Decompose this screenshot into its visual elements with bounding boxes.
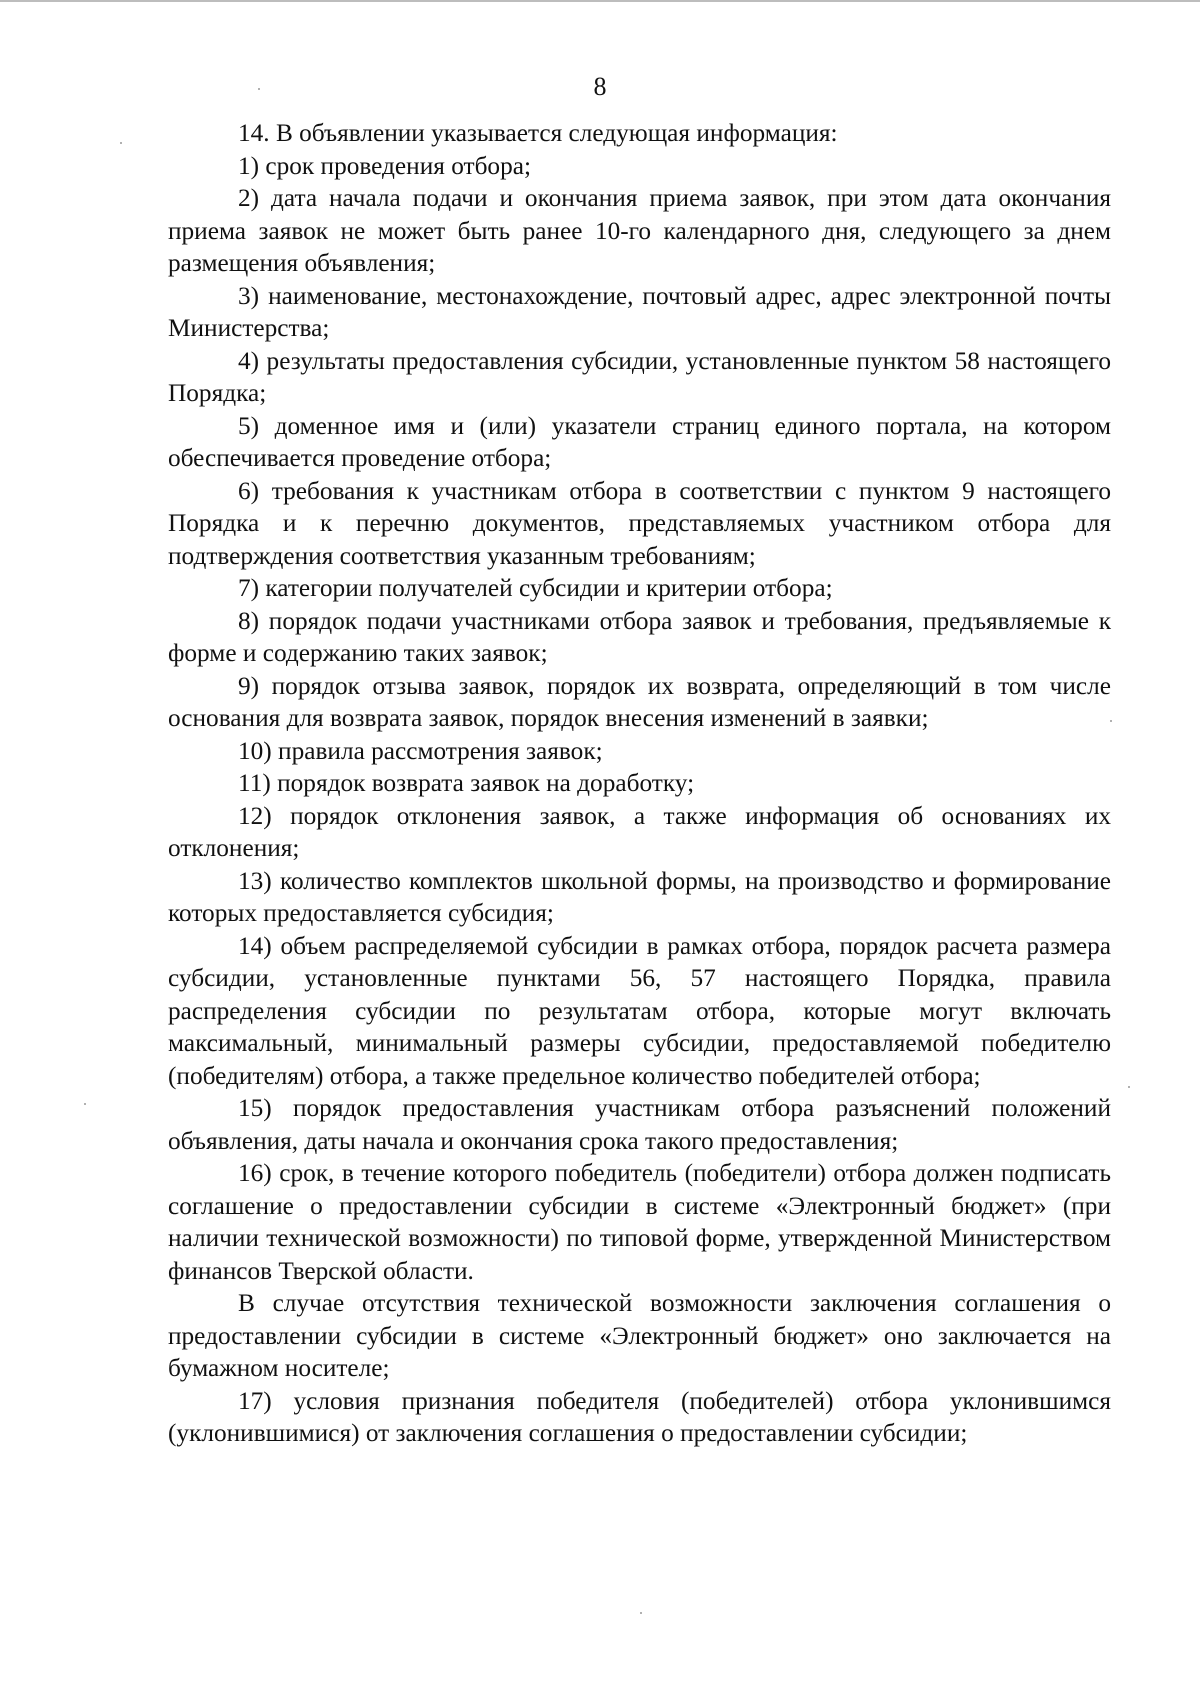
list-item-16-note: В случае отсутствия технической возможности заключения соглашения о предоставлении субсидии в системе «Электронный бюджет» оно заключается на бумажном носителе; xyxy=(168,1289,1111,1382)
page-number: 8 xyxy=(593,72,607,101)
list-item-13: 13) количество комплектов школьной формы, на производство и формирование которых предоставляется субсидия; xyxy=(168,866,1111,927)
paragraph-heading: 14. В объявлении указывается следующая информация: xyxy=(238,119,838,147)
scan-speck xyxy=(1110,720,1112,722)
list-item-5: 5) доменное имя и (или) указатели страниц единого портала, на котором обеспечивается проведение отбора; xyxy=(168,411,1111,472)
scan-speck xyxy=(1128,1086,1130,1088)
list-item-4: 4) результаты предоставления субсидии, установленные пунктом 58 настоящего Порядка; xyxy=(168,346,1111,407)
list-item-6: 6) требования к участникам отбора в соответствии с пунктом 9 настоящего Порядка и к перечню документов, представляемых участником отбора для подтверждения соответствия указанным требованиям; xyxy=(168,476,1111,570)
list-item-10: 10) правила рассмотрения заявок; xyxy=(238,736,603,765)
scan-speck xyxy=(84,1103,86,1105)
document-body xyxy=(168,117,1111,1450)
list-item-14: 14) объем распределяемой субсидии в рамках отбора, порядок расчета размера субсидии, установленные пунктами 56, 57 настоящего Порядка, правила распределения субсидии по результатам отбора, которые могут включать максимальный, минимальный размеры субсидии, предоставляемой победителю (победителям) отбора, а также предельное количество победителей отбора; xyxy=(168,931,1111,1090)
list-item-7: 7) категории получателей субсидии и критерии отбора; xyxy=(238,574,833,602)
scan-speck xyxy=(120,142,122,144)
list-item-12: 12) порядок отклонения заявок, а также информация об основаниях их отклонения; xyxy=(168,801,1111,862)
list-item-3: 3) наименование, местонахождение, почтовый адрес, адрес электронной почты Министерства; xyxy=(168,281,1111,342)
list-item-16: 16) срок, в течение которого победитель (победители) отбора должен подписать соглашение о предоставлении субсидии в системе «Электронный бюджет» (при наличии технической возможности) по типовой форме, утвержденной Министерством финансов Тверской области. xyxy=(168,1159,1111,1285)
list-item-9: 9) порядок отзыва заявок, порядок их возврата, определяющий в том числе основания для возврата заявок, порядок внесения изменений в заявки; xyxy=(168,671,1111,732)
list-item-15: 15) порядок предоставления участникам отбора разъяснений положений объявления, даты начала и окончания срока такого предоставления; xyxy=(168,1094,1111,1155)
list-item-1: 1) срок проведения отбора; xyxy=(238,151,531,180)
scan-edge-line xyxy=(0,0,1200,2)
list-item-8: 8) порядок подачи участниками отбора заявок и требования, предъявляемые к форме и содержанию таких заявок; xyxy=(168,606,1111,667)
list-item-2: 2) дата начала подачи и окончания приема заявок, при этом дата окончания приема заявок не может быть ранее 10-го календарного дня, следующего за днем размещения объявления; xyxy=(168,184,1111,277)
scan-speck xyxy=(640,1612,642,1614)
list-item-11: 11) порядок возврата заявок на доработку; xyxy=(238,769,695,797)
list-item-17: 17) условия признания победителя (победителей) отбора уклонившимся (уклонившимися) от заключения соглашения о предоставлении субсидии; xyxy=(168,1386,1111,1447)
scan-speck xyxy=(258,88,260,90)
